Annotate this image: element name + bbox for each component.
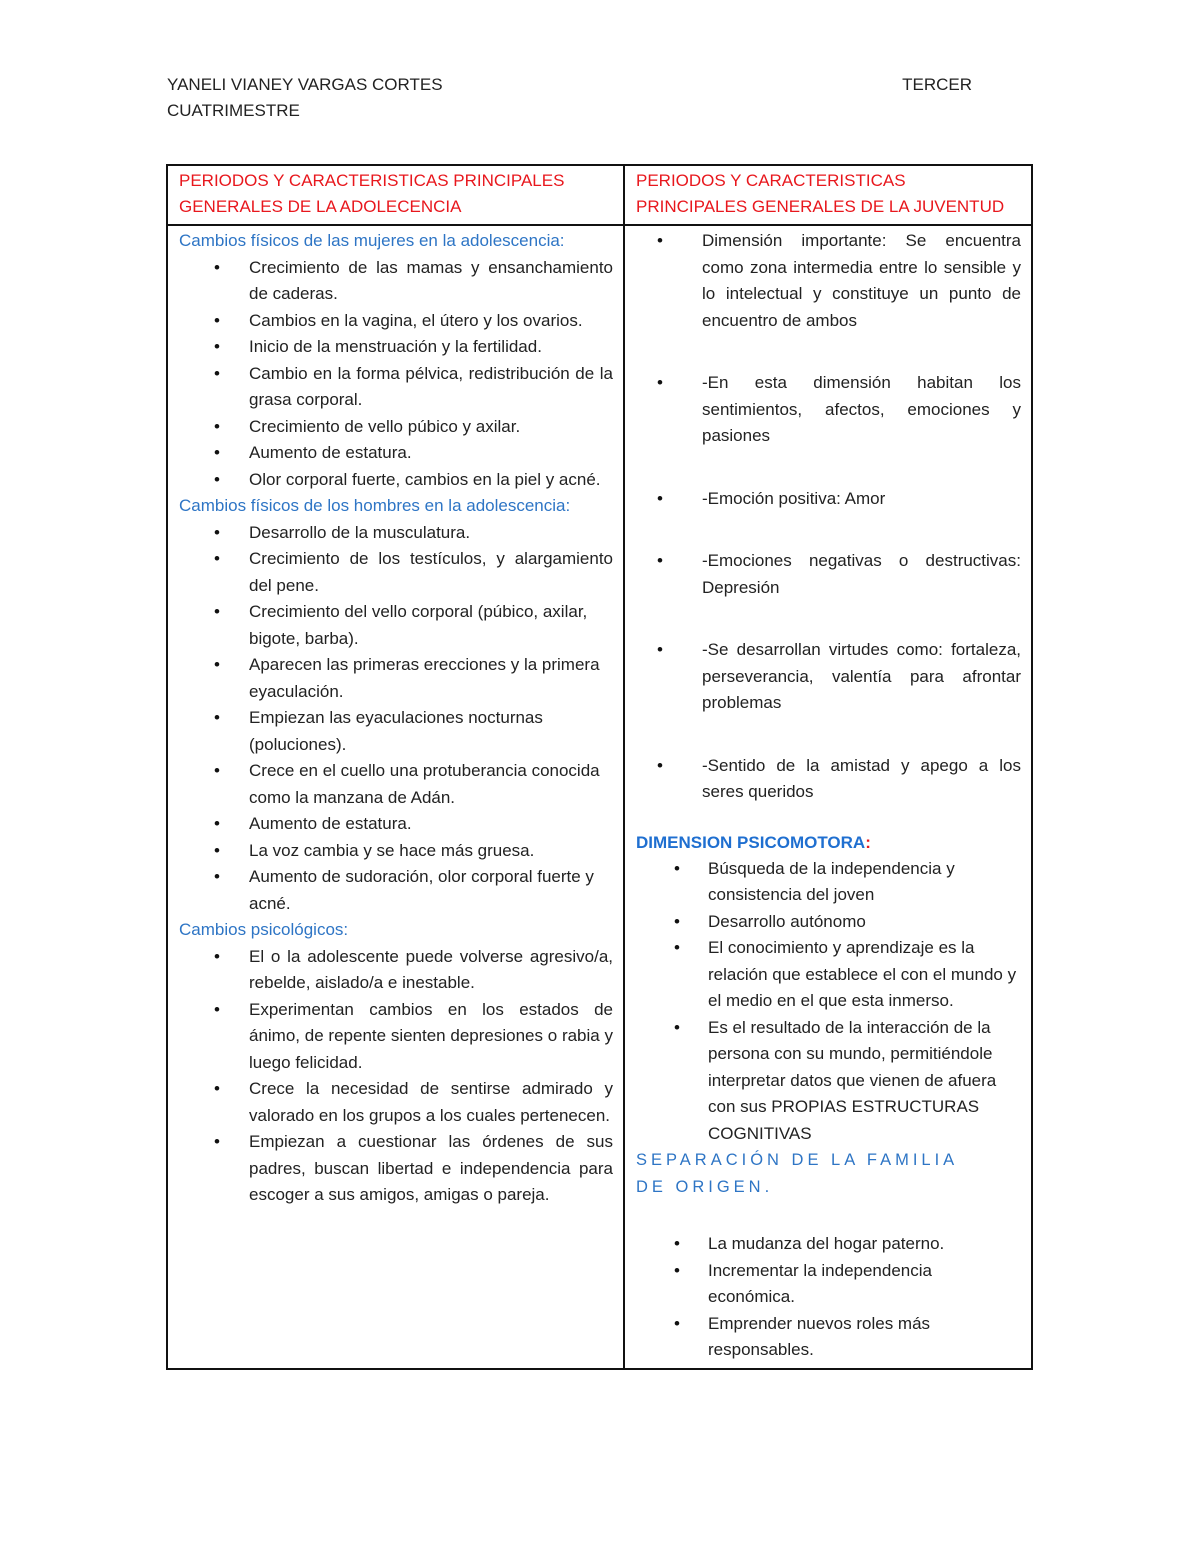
term-label: TERCER xyxy=(902,75,972,94)
list-item: • Dimensión importante: Se encuentra como zona intermedia entre lo sensible y lo intelectual y constituye un punto de encuentro de ambos xyxy=(702,228,1021,334)
list-item: • -Se desarrollan virtudes como: fortaleza, perseverancia, valentía para afrontar problemas xyxy=(702,637,1021,717)
psicomotora-list xyxy=(636,856,1021,1148)
list-item: • Aumento de estatura. xyxy=(249,440,613,467)
separation-list xyxy=(636,1231,1021,1364)
separation-title xyxy=(636,1147,1021,1201)
right-heading-cell xyxy=(624,165,1032,225)
psych-section-title: Cambios psicológicos: xyxy=(179,920,349,939)
list-item: • -En esta dimensión habitan los sentimientos, afectos, emociones y pasiones xyxy=(702,370,1021,450)
list-item: • Crecimiento de los testículos, y alargamiento del pene. xyxy=(249,546,613,599)
term-label-continued: CUATRIMESTRE xyxy=(167,101,300,120)
separation-title-line-1: SEPARACIÓN DE LA FAMILIA xyxy=(636,1151,959,1169)
men-list xyxy=(179,520,613,918)
list-item: • Cambios en la vagina, el útero y los ovarios. xyxy=(249,308,613,335)
list-item: • El o la adolescente puede volverse agresivo/a, rebelde, aislado/a e inestable. xyxy=(249,944,613,997)
left-heading-cell xyxy=(167,165,624,225)
separation-title-line-2: DE ORIGEN. xyxy=(636,1178,774,1196)
list-item: • La mudanza del hogar paterno. xyxy=(708,1231,1021,1258)
left-heading: PERIODOS Y CARACTERISTICAS PRINCIPALES GENERALES DE LA ADOLECENCIA xyxy=(179,171,565,216)
list-item: • Empiezan a cuestionar las órdenes de sus padres, buscan libertad e independencia para escoger a sus amigos, amigas o pareja. xyxy=(249,1129,613,1209)
affective-list xyxy=(702,228,1021,806)
list-item: • Aparecen las primeras erecciones y la primera eyaculación. xyxy=(249,652,613,705)
list-item: • Inicio de la menstruación y la fertilidad. xyxy=(249,334,613,361)
women-section-title: Cambios físicos de las mujeres en la adolescencia: xyxy=(179,231,565,250)
right-content-cell xyxy=(624,225,1032,1369)
list-item: • Crecimiento de las mamas y ensanchamiento de caderas. xyxy=(249,255,613,308)
list-item: • Desarrollo autónomo xyxy=(708,909,1021,936)
list-item: • -Sentido de la amistad y apego a los seres queridos xyxy=(702,753,1021,806)
list-item: • Experimentan cambios en los estados de ánimo, de repente sienten depresiones o rabia y luego felicidad. xyxy=(249,997,613,1077)
list-item: • Incrementar la independencia económica. xyxy=(708,1258,1021,1311)
men-section-title: Cambios físicos de los hombres en la adolescencia: xyxy=(179,496,571,515)
list-item: • Olor corporal fuerte, cambios en la piel y acné. xyxy=(249,467,613,494)
psicomotora-title-text: DIMENSION PSICOMOTORA xyxy=(636,832,866,852)
list-item: • Crece en el cuello una protuberancia conocida como la manzana de Adán. xyxy=(249,758,613,811)
list-item: • El conocimiento y aprendizaje es la relación que establece el con el mundo y el medio en el que esta inmerso. xyxy=(708,935,1021,1015)
list-item: • Empiezan las eyaculaciones nocturnas (poluciones). xyxy=(249,705,613,758)
student-name: YANELI VIANEY VARGAS CORTES xyxy=(167,75,443,94)
list-item: • Emprender nuevos roles más responsables. xyxy=(708,1311,1021,1364)
list-item: • Búsqueda de la independencia y consistencia del joven xyxy=(708,856,1021,909)
list-item: • -Emoción positiva: Amor xyxy=(702,486,1021,513)
list-item: • Es el resultado de la interacción de la persona con su mundo, permitiéndole interpretar datos que vienen de afuera con sus PROPIAS ESTRUCTURAS COGNITIVAS xyxy=(708,1015,1021,1148)
list-item: • Cambio en la forma pélvica, redistribución de la grasa corporal. xyxy=(249,361,613,414)
comparison-table xyxy=(166,164,1033,1370)
psicomotora-title-colon: : xyxy=(865,832,871,852)
affective-block xyxy=(636,228,1021,806)
list-item: • -Emociones negativas o destructivas: Depresión xyxy=(702,548,1021,601)
list-item: • Aumento de estatura. xyxy=(249,811,613,838)
document-header xyxy=(167,72,972,124)
list-item: • Aumento de sudoración, olor corporal fuerte y acné. xyxy=(249,864,613,917)
psych-list xyxy=(179,944,613,1209)
list-item: • La voz cambia y se hace más gruesa. xyxy=(249,838,613,865)
left-content-cell xyxy=(167,225,624,1369)
table-header-row xyxy=(167,165,1032,225)
women-list xyxy=(179,255,613,494)
table-body-row xyxy=(167,225,1032,1369)
list-item: • Crecimiento de vello púbico y axilar. xyxy=(249,414,613,441)
right-heading: PERIODOS Y CARACTERISTICAS PRINCIPALES GENERALES DE LA JUVENTUD xyxy=(636,171,1005,216)
list-item: • Crece la necesidad de sentirse admirado y valorado en los grupos a los cuales pertenecen. xyxy=(249,1076,613,1129)
psicomotora-title xyxy=(636,830,1021,856)
list-item: • Crecimiento del vello corporal (púbico, axilar, bigote, barba). xyxy=(249,599,613,652)
list-item: • Desarrollo de la musculatura. xyxy=(249,520,613,547)
